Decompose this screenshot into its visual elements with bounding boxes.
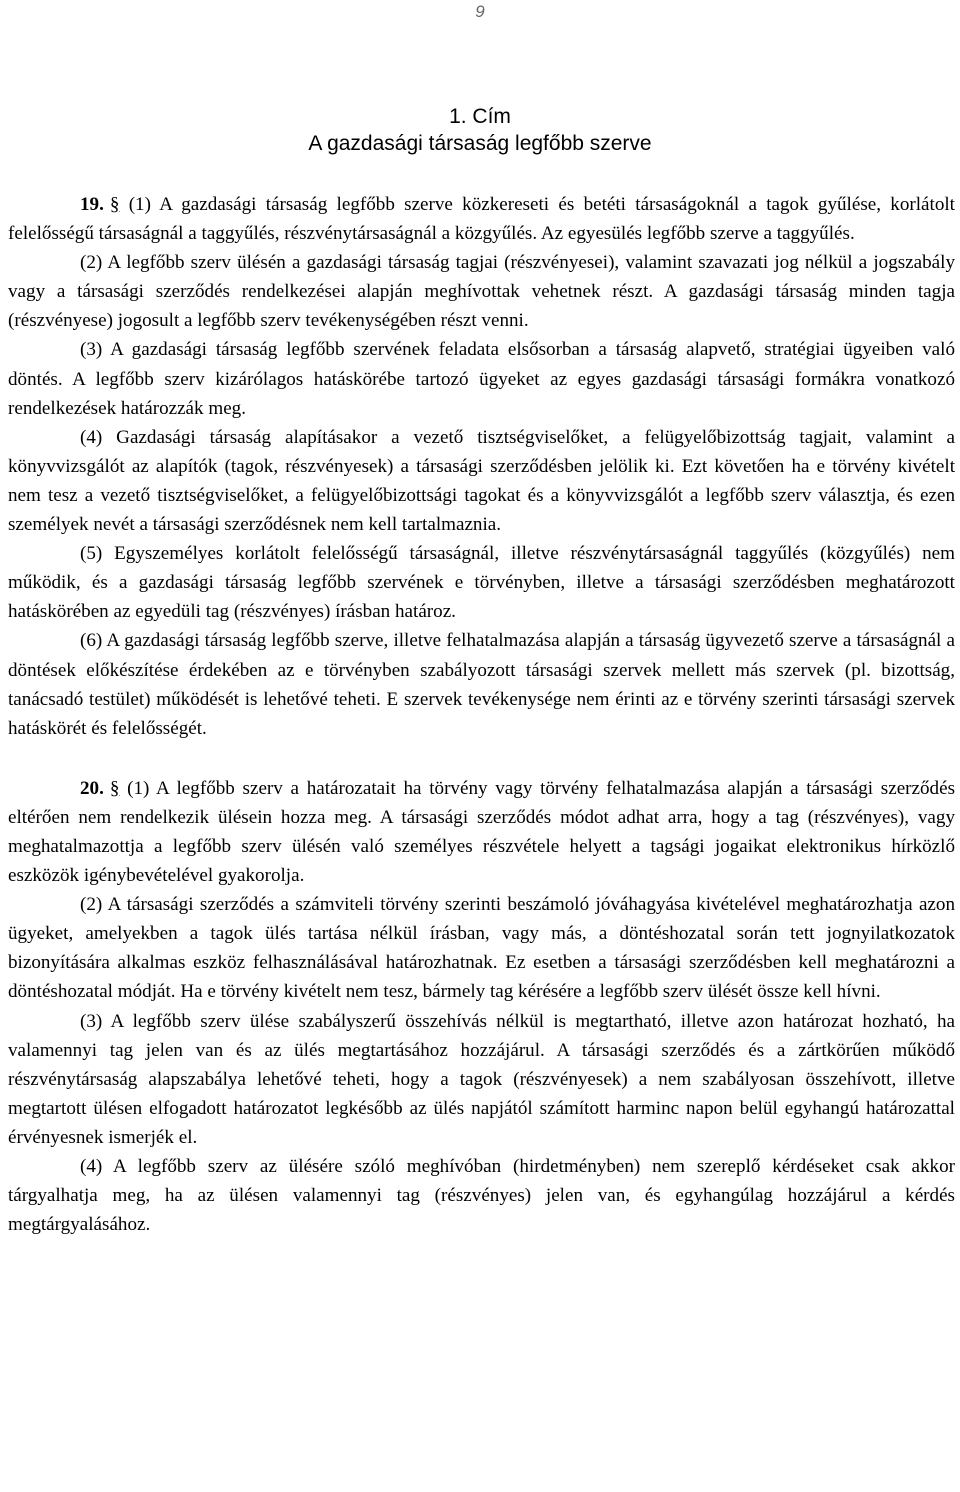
section-20-paragraph-3: (3) A legfőbb szerv ülése szabályszerű összehívás nélkül is megtartható, illetve azon határozat hozható, ha valamennyi tag jelen van és az ülés megtartásához hozzájárul. A társasági szerződés és a zártkörűen működő részvénytársaság alapszabálya lehetővé teheti, hogy a tagok (részvényesek) a nem szabályosan összehívott, illetve megtartott ülésen elfogadott határozatot legkésőbb az ülés napjától számított harminc napon belül egyhangú határozattal érvényesnek ismerjék el. <box>8 1010 955 1148</box>
section-19-paragraph-5: (5) Egyszemélyes korlátolt felelősségű társaságnál, illetve részvénytársaságnál taggyűlés (közgyűlés) nem működik, és a gazdasági társaság legfőbb szervének e törvényben, illetve a társasági szerződésben meghatározott hatáskörében az egyedüli tag (részvényes) írásban határoz. <box>8 543 955 623</box>
section-19-paragraph-4: (4) Gazdasági társaság alapításakor a vezető tisztségviselőket, a felügyelőbizottság tagjait, valamint a könyvvizsgálót az alapítók (tagok, részvényesek) a társasági szerződésben jelölik ki. Ezt követően ha e törvény kivételt nem tesz a vezető tisztségviselőket, a felügyelőbizottsági tagokat és a könyvvizsgálót a legfőbb szerv választja, és ezen személyek nevét a társasági szerződésnek nem kell tartalmaznia. <box>8 426 955 536</box>
section-19-text-3: (3) A gazdasági társaság legfőbb szervének feladata elsősorban a társaság alapvető, stratégiai ügyeiben való döntés. <box>8 339 955 390</box>
section-19-text-2b: A gazdasági társaság minden tagja (részvényese) jogosult a legfőbb szerv tevékenységében részt venni. <box>8 281 955 332</box>
section-19-number: 19. <box>80 194 104 215</box>
section-19-mark: § <box>109 194 120 215</box>
section-19-paragraph-1 <box>8 190 955 248</box>
section-20-number: 20. <box>80 777 104 799</box>
section-19-paragraph-2 <box>8 248 955 335</box>
section-20-paragraph-2: (2) A társasági szerződés a számviteli törvény szerinti beszámoló jóváhagyása kivételével meghatározhatja azon ügyeket, amelyekben a tagok ülés tartása nélkül írásban, vagy más, a döntéshozatal során tett jognyilatkozatok bizonyítására alkalmas eszköz felhasználásával határozhatnak. Ez esetben a társasági szerződésben kell meghatározni a döntéshozatal módját. Ha e törvény kivételt nem tesz, bármely tag kérésére a legfőbb szerv ülését össze kell hívni. <box>8 894 955 1003</box>
page-number: 9 <box>475 2 485 21</box>
section-20-paragraph-4: (4) A legfőbb szerv az ülésére szóló meghívóban (hirdetményben) nem szereplő kérdéseket csak akkor tárgyalhatja meg, ha az ülésen valamennyi tag (részvényes) jelen van, és egyhangúlag hozzájárul a kérdés megtárgyalásához. <box>8 1156 955 1236</box>
section-19-paragraph-6: (6) A gazdasági társaság legfőbb szerve, illetve felhatalmazása alapján a társaság ügyvezető szerve a társaságnál a döntések előkészítése érdekében az e törvényben szabályozott társasági szervek mellett más szervek (pl. bizottság, tanácsadó testület) működését is lehetővé teheti. E szervek tevékenysége nem érinti az e törvény szerinti társasági szervek hatáskörét és felelősségét. <box>8 630 955 739</box>
section-20-text-1: (1) A legfőbb szerv a határozatait ha törvény vagy törvény felhatalmazása alapján a társasági szerződés eltérően nem rendelkezik ülésein hozza meg. A társasági szerződés módot adhat arra, hogy a tag (részvényes), vagy meghatalmazottja a legfőbb szerv ülésén való személyes részvétele helyett a tagsági jogaikat elektronikus hírközlő eszközök igénybevételével gyakorolja. <box>8 777 955 887</box>
chapter-heading <box>0 103 960 157</box>
section-19-text-2: (2) A legfőbb szerv ülésén a gazdasági társaság tagjai (részvényesei), valamint szavazati jog nélkül a jogszabály vagy a társasági szerződés rendelkezései alapján meghívottak vehetnek részt. <box>8 252 955 303</box>
section-20-mark: § <box>109 777 120 799</box>
chapter-title: A gazdasági társaság legfőbb szerve <box>308 132 652 155</box>
document-body <box>8 190 955 1239</box>
section-20-paragraph-1 <box>8 774 955 890</box>
chapter-number: 1. Cím <box>449 105 511 128</box>
section-19-text-3b: A legfőbb szerv kizárólagos hatáskörébe tartozó ügyeket az egyes gazdasági társasági formákra vonatkozó rendelkezések határozzák meg. <box>8 368 955 419</box>
section-19-text-1: (1) A gazdasági társaság legfőbb szerve közkereseti és betéti társaságoknál a tagok gyűlése, korlátolt felelősségű társaságnál a taggyűlés, részvénytársaságnál a közgyűlés. Az egyesülés legfőbb szerve a taggyűlés. <box>8 194 955 245</box>
section-19-paragraph-3 <box>8 335 955 422</box>
